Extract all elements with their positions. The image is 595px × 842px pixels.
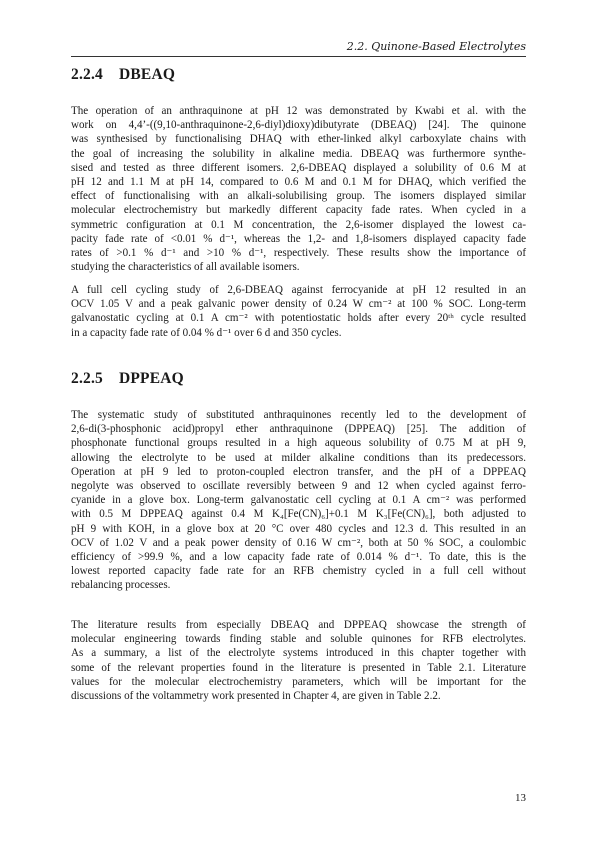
text-line: pH 9 with KOH, in a glove box at 20 °C over 480 cycles and 12.3 d. This resulted in an xyxy=(71,522,526,535)
text-line: molecular engineering towards finding stable and soluble quinones for RFB electrolytes. xyxy=(71,633,526,646)
text-line: The systematic study of substituted anthraquinones recently led to the development of xyxy=(71,409,526,421)
text-line: cyanide in a glove box. Long-term galvanostatic cell cycling at 0.1 A cm⁻² was performed xyxy=(71,494,526,507)
text-line: effect of functionalising with an alkali-solubilising group. The isomers displayed similar xyxy=(71,190,526,203)
text-line: values for the molecular electrochemistry parameters, which will be important for the xyxy=(71,675,526,688)
paragraph-summary xyxy=(71,618,526,703)
text-line: Operation at pH 9 led to proton-coupled electron transfer, and the pH of a DPPEAQ xyxy=(71,465,526,478)
text-line: The literature results from especially DBEAQ and DPPEAQ showcase the strength of xyxy=(71,619,526,631)
section-heading-dppeaq xyxy=(71,370,184,388)
text-line: studying the characteristics of all available isomers. xyxy=(71,261,300,274)
text-line: with 0.5 M DPPEAQ against 0.4 M K₄[Fe(CN)₆]+0.1 M K₃[Fe(CN)₆], both adjusted to xyxy=(71,508,526,521)
text-line: discussions of the voltammetry work presented in Chapter 4, are given in Table 2.2. xyxy=(71,690,441,703)
section-number: 2.2.5 xyxy=(71,370,103,387)
text-line: OCV of 1.02 V and a peak power density of 0.16 W cm⁻², both at 50 % SOC, a coulombic xyxy=(71,536,526,549)
text-line: As a summary, a list of the electrolyte systems introduced in this chapter together with xyxy=(71,647,526,660)
text-line: efficiency of >99.9 %, and a low capacity fade rate of 0.014 % d⁻¹. To date, this is the xyxy=(71,551,526,564)
text-line: OCV 1.05 V and a peak galvanic power density of 0.24 W cm⁻² at 100 % SOC. Long-term xyxy=(71,298,526,311)
running-header: 2.2. Quinone-Based Electrolytes xyxy=(71,40,526,57)
paragraph-dbeaq-intro xyxy=(71,104,526,274)
section-title: DPPEAQ xyxy=(119,370,184,387)
text-line: galvanostatic cycling at 0.1 A cm⁻² with potentiostatic holds after every 20ᵗʰ cycle resulted xyxy=(71,312,526,325)
section-heading-dbeaq xyxy=(71,66,175,84)
text-line: pacity fade rate of <0.01 % d⁻¹, whereas the 1,2- and 1,8-isomers displayed capacity fade xyxy=(71,232,526,245)
text-line: 2,6-di(3-phosphonic acid)propyl ether anthraquinone (DPPEAQ) [25]. The addition of xyxy=(71,423,526,436)
text-line: molecular electrochemistry but markedly different capacity fade rates. When cycled in a xyxy=(71,204,526,217)
text-line: was synthesised by functionalising DHAQ with ether-linked alkyl carboxylate chains with xyxy=(71,133,526,146)
text-line: in a capacity fade rate of 0.04 % d⁻¹ over 6 d and 350 cycles. xyxy=(71,326,342,339)
text-line: negolyte was observed to oscillate reversibly between 9 and 12 when cycled against ferro- xyxy=(71,480,526,493)
text-line: sised and tested as three different isomers. 2,6-DBEAQ displayed a solubility of 0.6 M at xyxy=(71,161,526,174)
text-line: lowest reported capacity fade rate for an RFB chemistry cycled in a full cell without xyxy=(71,565,526,578)
section-number: 2.2.4 xyxy=(71,66,103,83)
page-number: 13 xyxy=(515,792,526,804)
text-line: pH 12 and 1.1 M at pH 14, compared to 0.6 M and 0.1 M for DHAQ, which verified the xyxy=(71,176,526,189)
paragraph-dbeaq-fullcell xyxy=(71,283,526,340)
text-line: symmetric configuration at 0.1 M concentration, the 2,6-isomer displayed the lowest ca- xyxy=(71,218,526,231)
text-line: A full cell cycling study of 2,6-DBEAQ against ferrocyanide at pH 12 resulted in an xyxy=(71,284,526,296)
text-line: work on 4,4’-((9,10-anthraquinone-2,6-diyl)dioxy)dibutyrate (DBEAQ) [24]. The quinone xyxy=(71,119,526,132)
text-line: phosphonate functional groups resulted in a high aqueous solubility of 0.75 M at pH 9, xyxy=(71,437,526,450)
text-line: The operation of an anthraquinone at pH 12 was demonstrated by Kwabi et al. with the xyxy=(71,105,526,117)
paragraph-dppeaq xyxy=(71,408,526,593)
section-title: DBEAQ xyxy=(119,66,176,83)
text-line: rebalancing processes. xyxy=(71,579,171,592)
text-line: rates of >0.1 % d⁻¹ and >10 % d⁻¹, respectively. These results show the importance of xyxy=(71,247,526,260)
text-line: the goal of increasing the solubility in alkaline media. DBEAQ was furthermore synthe- xyxy=(71,147,526,160)
text-line: allowing the electrolyte to be used at milder alkaline conditions than its predecessors. xyxy=(71,451,526,464)
text-line: some of the relevant properties found in the literature is presented in Table 2.1. Literature xyxy=(71,661,526,674)
